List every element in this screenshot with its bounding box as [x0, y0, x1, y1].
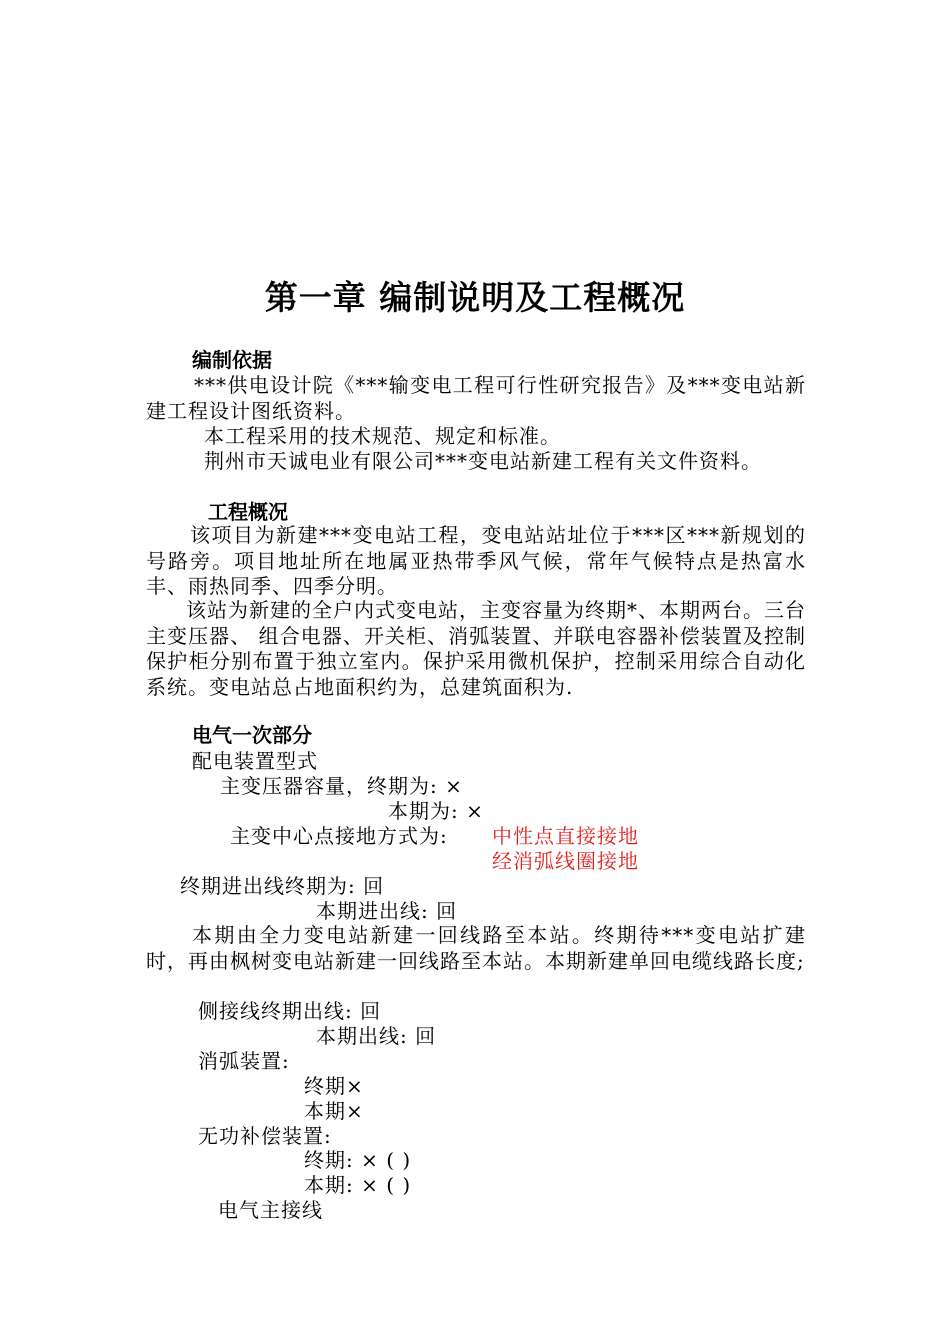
lines-final: 终期进出线终期为: 回 [180, 874, 385, 898]
lines-paragraph: 本期由全力变电站新建一回线路至本站。终期待***变电站扩建时，再由枫树变电站新建一回线路至本站。本期新建单回电缆线路长度; [146, 923, 806, 973]
side-final: 侧接线终期出线: 回 [198, 999, 382, 1023]
main-wiring: 电气主接线 [218, 1198, 323, 1222]
transformer-final: 主变压器容量，终期为: × [220, 774, 463, 798]
basis-paragraph-1: ***供电设计院《***输变电工程可行性研究报告》及***变电站新建工程设计图纸资料。 [146, 373, 806, 423]
lines-current: 本期进出线: 回 [316, 899, 458, 923]
reactive-label: 无功补偿装置: [198, 1124, 332, 1148]
overview-heading: 工程概况 [208, 500, 288, 524]
electrical-heading: 电气一次部分 [192, 723, 312, 747]
arc-final: 终期× [304, 1074, 364, 1098]
arc-label: 消弧装置: [198, 1049, 290, 1073]
config-type: 配电装置型式 [192, 749, 318, 773]
grounding-label: 主变中心点接地方式为: [230, 824, 448, 848]
arc-current: 本期× [304, 1099, 364, 1123]
overview-paragraph-1: 该项目为新建***变电站工程，变电站站址位于***区***新规划的号路旁。项目地址所在地属亚热带季风气候，常年气候特点是热富水丰、雨热同季、四季分明。 [146, 523, 806, 598]
reactive-final: 终期: × ( ) [304, 1148, 412, 1172]
grounding-option-2: 经消弧线圈接地 [492, 849, 639, 873]
basis-heading: 编制依据 [192, 348, 272, 372]
transformer-current: 本期为: × [388, 799, 484, 823]
basis-paragraph-2: 本工程采用的技术规范、规定和标准。 [204, 424, 561, 448]
side-current: 本期出线: 回 [316, 1024, 437, 1048]
overview-paragraph-2: 该站为新建的全户内式变电站，主变容量为终期*、本期两台。三台主变压器、 组合电器、开关柜、消弧装置、并联电容器补偿装置及控制保护柜分别布置于独立室内。保护采用微机保护，控制采用综合自动化系统。变电站总占地面积约为，总建筑面积为. [146, 598, 806, 699]
reactive-current: 本期: × ( ) [304, 1173, 412, 1197]
basis-paragraph-3: 荆州市天诚电业有限公司***变电站新建工程有关文件资料。 [204, 449, 762, 473]
chapter-title: 第一章 编制说明及工程概况 [264, 278, 686, 317]
grounding-option-1: 中性点直接接地 [492, 824, 639, 848]
